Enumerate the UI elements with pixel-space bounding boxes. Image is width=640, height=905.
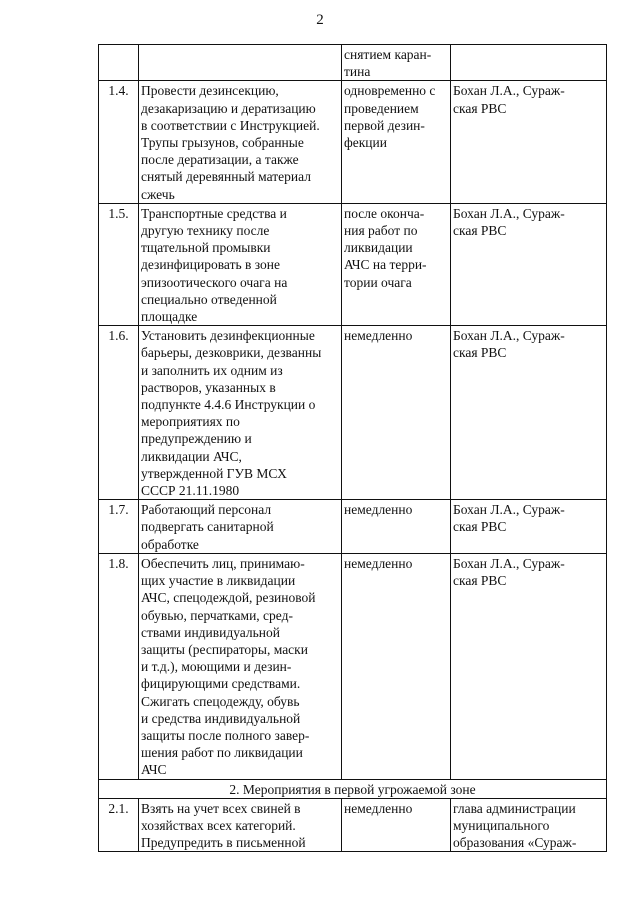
cell-action [139, 798, 342, 852]
cell-action-line: СССР 21.11.1980 [141, 483, 240, 499]
cell-action-line: растворов, указанных в [141, 379, 276, 395]
cell-number: 1.6. [99, 326, 139, 500]
cell-action-line: сжечь [141, 186, 175, 202]
cell-action-line: щих участие в ликвидации [141, 573, 296, 589]
cell-action-line: Транспортные средства и [141, 205, 287, 221]
cell-term-line: тории очага [344, 274, 412, 290]
cell-action-line: Работающий персонал [141, 502, 272, 518]
cell-action-line: шения работ по ликвидации [141, 745, 303, 761]
cell-term-line: одновременно с [344, 83, 436, 99]
cell-responsible-line: Бохан Л.А., Сураж- [453, 83, 565, 99]
cell-action-line: предупреждению и [141, 431, 252, 447]
cell-action [139, 81, 342, 203]
cell-term [342, 500, 451, 554]
cell-term-line: тина [344, 64, 371, 80]
table-row [99, 798, 607, 852]
cell-action-line: Взять на учет всех свиней в [141, 800, 301, 816]
section-header-row [99, 779, 607, 798]
cell-action-line: АЧС, спецодеждой, резиновой [141, 590, 316, 606]
cell-responsible-line: глава администрации [453, 800, 576, 816]
cell-responsible-line: Бохан Л.А., Сураж- [453, 328, 565, 344]
cell-action-line: Провести дезинсекцию, [141, 83, 279, 99]
cell-number [99, 45, 139, 81]
cell-action-line: обработке [141, 536, 199, 552]
cell-term-line: первой дезин- [344, 117, 425, 133]
cell-action-line: и средства индивидуальной [141, 710, 301, 726]
cell-term [342, 45, 451, 81]
cell-term-line: немедленно [344, 555, 413, 571]
cell-action-line: подпункте 4.4.6 Инструкции о [141, 397, 316, 413]
cell-responsible [451, 553, 607, 779]
cell-responsible-line: Бохан Л.А., Сураж- [453, 555, 565, 571]
cell-action-line: ствами индивидуальной [141, 624, 281, 640]
table-row [99, 203, 607, 325]
cell-number: 1.5. [99, 203, 139, 325]
cell-number: 1.4. [99, 81, 139, 203]
cell-action-line: снятый деревянный материал [141, 169, 311, 185]
cell-action [139, 326, 342, 500]
cell-responsible-line: Бохан Л.А., Сураж- [453, 502, 565, 518]
cell-action-line: ликвидации АЧС, [141, 448, 242, 464]
cell-action [139, 553, 342, 779]
cell-action-line: Трупы грызунов, собранные [141, 135, 304, 151]
cell-term [342, 553, 451, 779]
cell-responsible [451, 203, 607, 325]
cell-responsible [451, 500, 607, 554]
cell-responsible [451, 45, 607, 81]
cell-action-line: защиты (респираторы, маски [141, 641, 308, 657]
cell-action-line: специально отведенной [141, 291, 277, 307]
cell-term-line: после оконча- [344, 205, 425, 221]
cell-action-line: после дератизации, а также [141, 152, 299, 168]
cell-responsible-line: ская РВС [453, 345, 507, 361]
cell-term-line: немедленно [344, 800, 413, 816]
cell-action-line: обувью, перчатками, сред- [141, 607, 293, 623]
cell-responsible-line: образования «Сураж- [453, 835, 577, 851]
cell-responsible-line: ская РВС [453, 223, 507, 239]
cell-term-line: фекции [344, 135, 387, 151]
cell-number: 1.7. [99, 500, 139, 554]
cell-action-line: площадке [141, 309, 198, 325]
cell-term [342, 203, 451, 325]
cell-responsible [451, 798, 607, 852]
measures-table-body [99, 45, 607, 852]
cell-action-line: подвергать санитарной [141, 519, 274, 535]
cell-action-line: другую технику после [141, 223, 270, 239]
cell-action-line: Сжигать спецодежду, обувь [141, 693, 300, 709]
cell-term-line: немедленно [344, 502, 413, 518]
cell-action-line: тщательной промывки [141, 240, 271, 256]
cell-term-line: АЧС на терри- [344, 257, 427, 273]
cell-action [139, 45, 342, 81]
cell-responsible-line: муниципального [453, 817, 550, 833]
cell-term [342, 81, 451, 203]
cell-action-line: Обеспечить лиц, принимаю- [141, 555, 305, 571]
section-title: 2. Мероприятия в первой угрожаемой зоне [99, 779, 607, 798]
cell-responsible [451, 326, 607, 500]
cell-action-line: в соответствии с Инструкцией. [141, 117, 320, 133]
cell-action-line: Установить дезинфекционные [141, 328, 315, 344]
cell-responsible-line: ская РВС [453, 100, 507, 116]
page-number: 2 [316, 12, 324, 28]
cell-action-line: защиты после полного завер- [141, 727, 310, 743]
cell-responsible-line: Бохан Л.А., Сураж- [453, 205, 565, 221]
cell-action [139, 500, 342, 554]
cell-action-line: барьеры, дезковрики, дезванны [141, 345, 322, 361]
cell-action-line: дезинфицировать в зоне [141, 257, 280, 273]
cell-term-line: ликвидации [344, 240, 413, 256]
cell-responsible-line: ская РВС [453, 573, 507, 589]
cell-term-line: немедленно [344, 328, 413, 344]
cell-term [342, 798, 451, 852]
cell-term [342, 326, 451, 500]
cell-action [139, 203, 342, 325]
table-row [99, 326, 607, 500]
table-row [99, 553, 607, 779]
cell-action-line: АЧС [141, 762, 167, 778]
cell-term-line: снятием каран- [344, 47, 432, 62]
measures-table [98, 44, 607, 852]
cell-action-line: дезакаризацию и дератизацию [141, 100, 316, 116]
cell-action-line: и заполнить их одним из [141, 362, 283, 378]
cell-term-line: проведением [344, 100, 419, 116]
table-row [99, 500, 607, 554]
cell-number: 1.8. [99, 553, 139, 779]
cell-action-line: фицирующими средствами. [141, 676, 301, 692]
table-row-continuation [99, 45, 607, 81]
cell-action-line: утвержденной ГУВ МСХ [141, 465, 287, 481]
cell-action-line: эпизоотического очага на [141, 274, 288, 290]
cell-action-line: Предупредить в письменной [141, 835, 306, 851]
cell-responsible [451, 81, 607, 203]
cell-action-line: и т.д.), моющими и дезин- [141, 659, 292, 675]
table-row [99, 81, 607, 203]
cell-action-line: хозяйствах всех категорий. [141, 817, 296, 833]
cell-action-line: мероприятиях по [141, 414, 240, 430]
cell-responsible-line: ская РВС [453, 519, 507, 535]
cell-term-line: ния работ по [344, 223, 418, 239]
cell-number: 2.1. [99, 798, 139, 852]
